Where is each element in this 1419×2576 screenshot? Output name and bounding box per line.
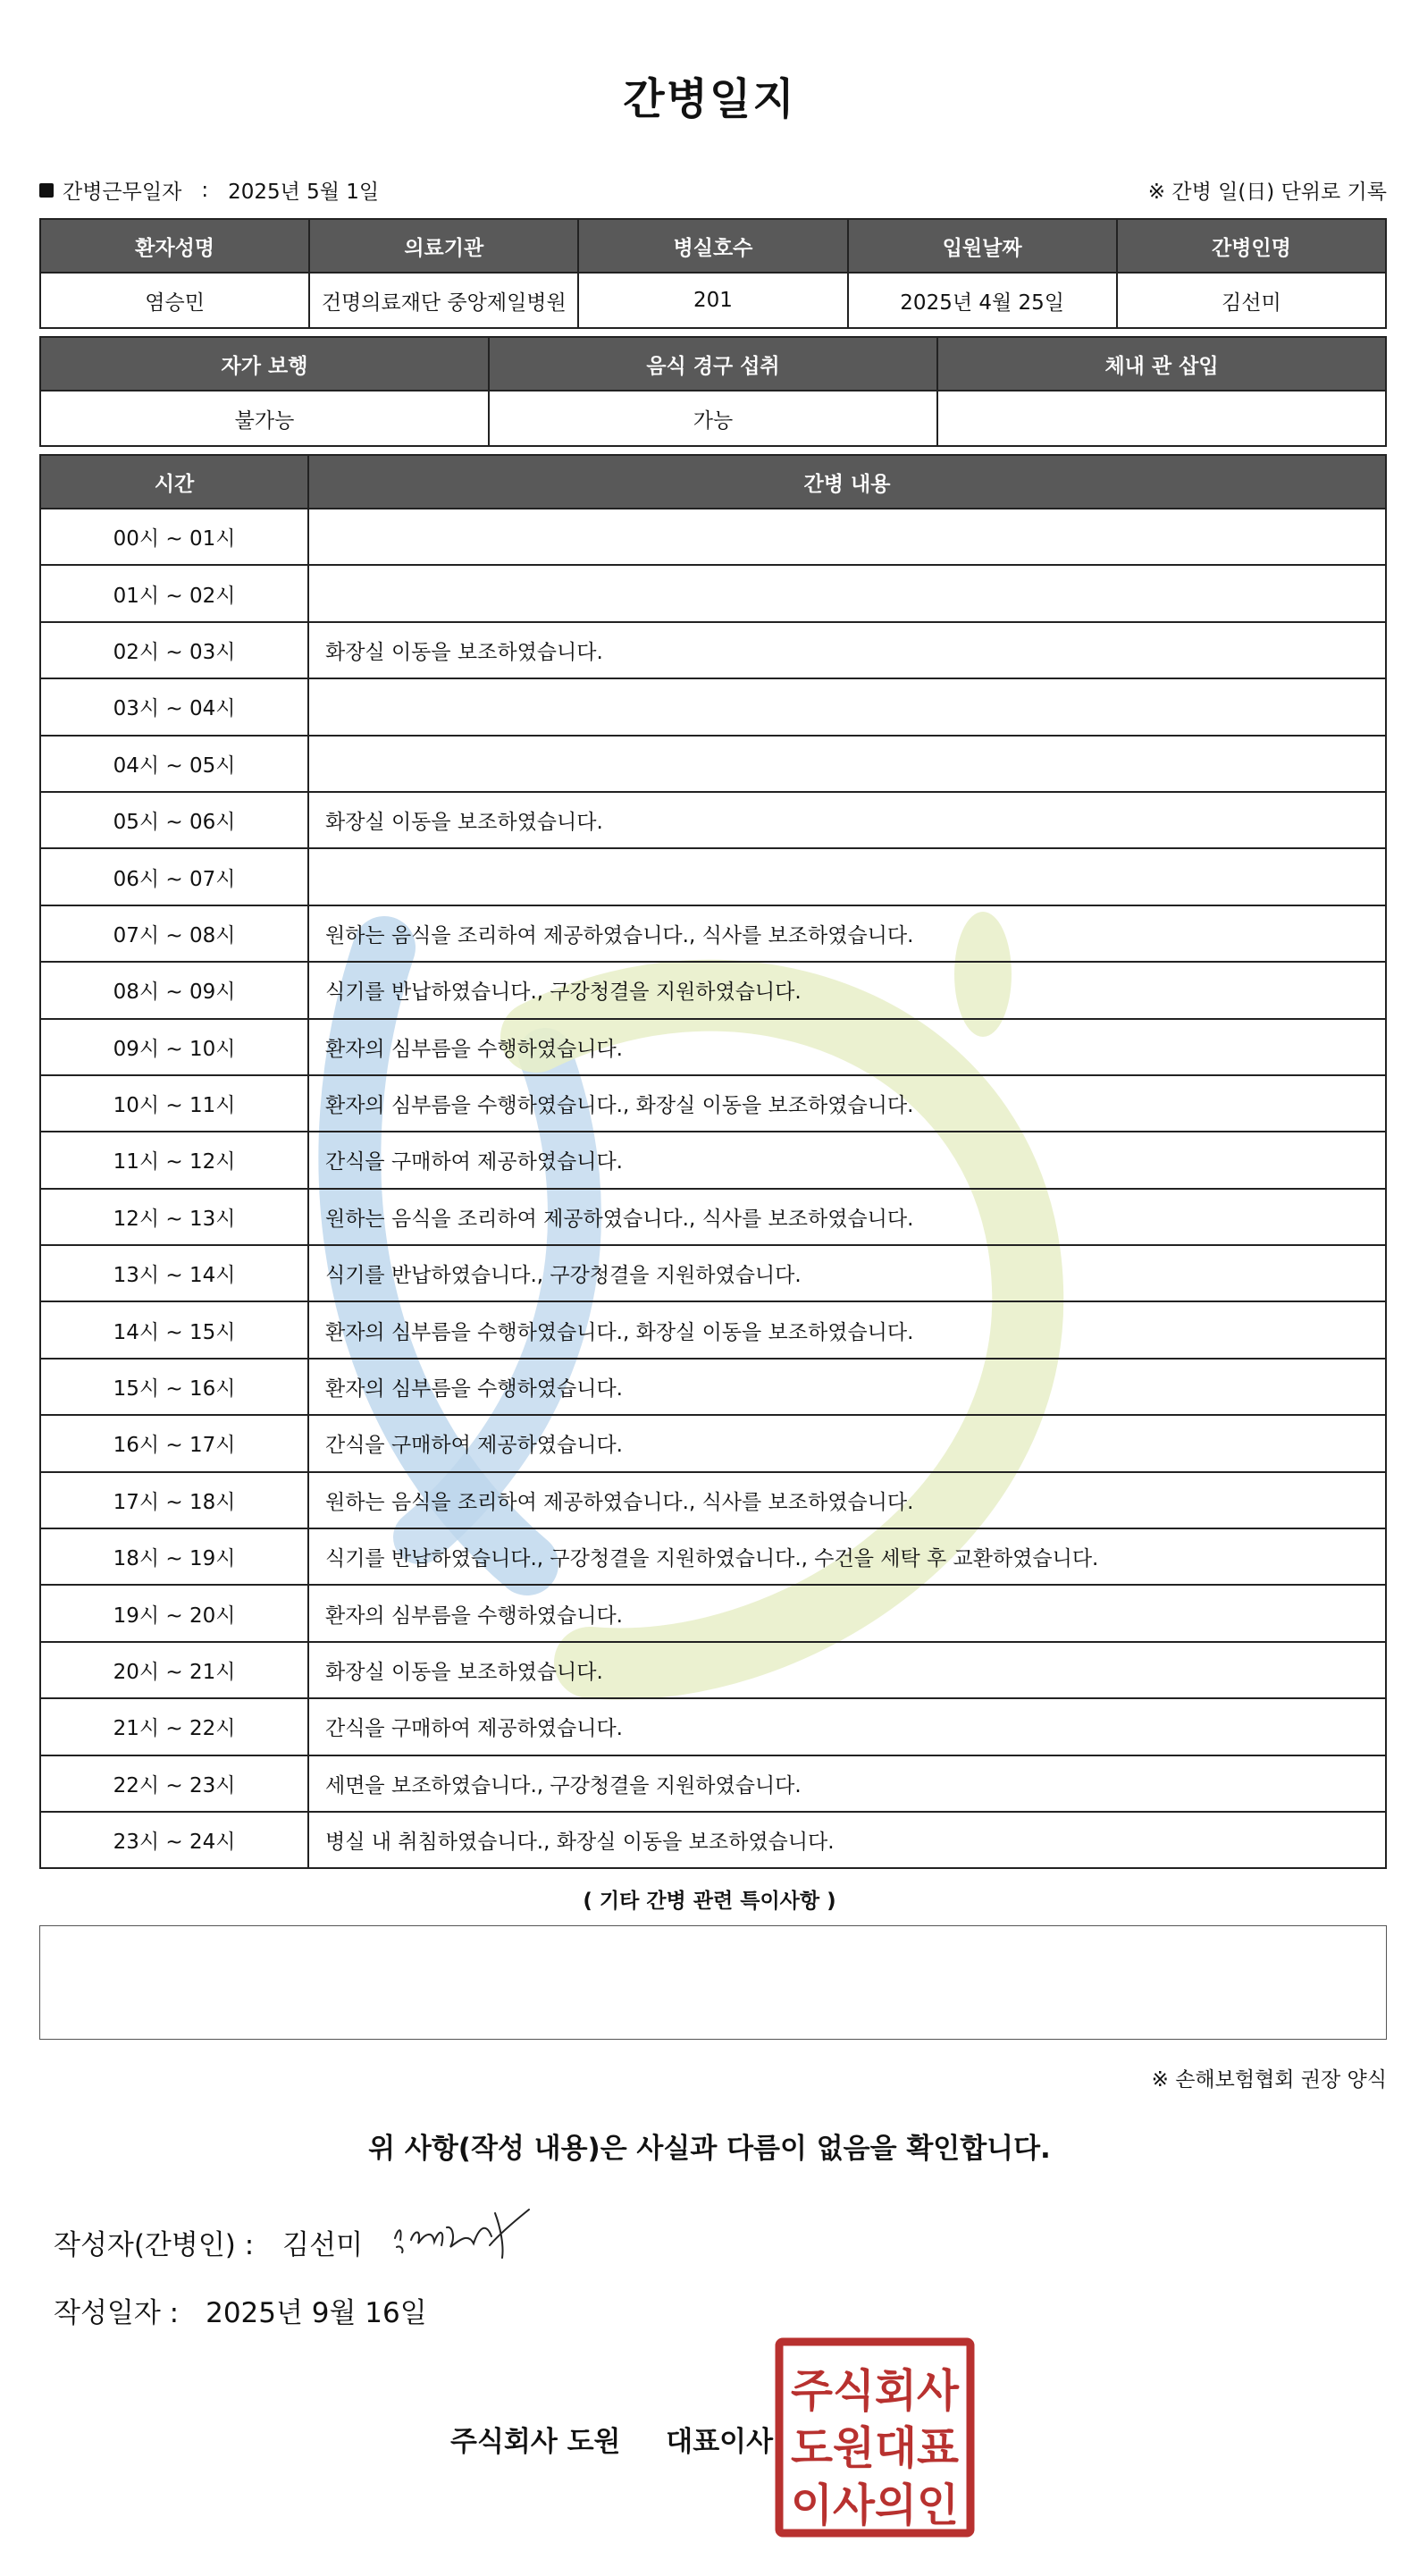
- header-self-walking: 자가 보행: [40, 337, 489, 391]
- log-time: 15시 ~ 16시: [40, 1359, 308, 1415]
- write-date-row: [54, 2290, 427, 2330]
- log-content: 환자의 심부름을 수행하였습니다., 화장실 이동을 보조하였습니다.: [308, 1301, 1386, 1358]
- table-row: [40, 1585, 1386, 1641]
- table-row: [40, 391, 1386, 446]
- log-content: 환자의 심부름을 수행하였습니다.: [308, 1359, 1386, 1415]
- table-row: [40, 1359, 1386, 1415]
- table-row: [40, 792, 1386, 848]
- table-row: [40, 905, 1386, 962]
- log-time: 19시 ~ 20시: [40, 1585, 308, 1641]
- self-walking-value: 불가능: [40, 391, 489, 446]
- company-seal: [774, 2336, 976, 2538]
- log-time: 21시 ~ 22시: [40, 1698, 308, 1755]
- table-row: [40, 1812, 1386, 1868]
- log-time: 05시 ~ 06시: [40, 792, 308, 848]
- log-time: 14시 ~ 15시: [40, 1301, 308, 1358]
- table-row: [40, 848, 1386, 905]
- log-time: 12시 ~ 13시: [40, 1189, 308, 1245]
- table-row: [40, 1245, 1386, 1301]
- unit-note: ※ 간병 일(日) 단위로 기록: [1147, 181, 1387, 204]
- table-row: [40, 678, 1386, 735]
- table-row: [40, 509, 1386, 565]
- log-content: 원하는 음식을 조리하여 제공하였습니다., 식사를 보조하였습니다.: [308, 905, 1386, 962]
- log-time: 22시 ~ 23시: [40, 1755, 308, 1812]
- admission-date: 2025년 4월 25일: [848, 273, 1117, 328]
- table-header-row: [40, 219, 1386, 273]
- log-time: 00시 ~ 01시: [40, 509, 308, 565]
- log-content: [308, 678, 1386, 735]
- institution: 건명의료재단 중앙제일병원: [309, 273, 578, 328]
- writer-label: 작성자(간병인) :: [54, 2229, 255, 2261]
- room-number: 201: [578, 273, 847, 328]
- table-row: [40, 1415, 1386, 1471]
- oral-intake-value: 가능: [489, 391, 937, 446]
- header-institution: 의료기관: [309, 219, 578, 273]
- table-row: [40, 736, 1386, 792]
- log-time: 17시 ~ 18시: [40, 1472, 308, 1528]
- table-row: [40, 1698, 1386, 1755]
- table-header-row: [40, 455, 1386, 509]
- log-time: 10시 ~ 11시: [40, 1075, 308, 1132]
- log-content: 환자의 심부름을 수행하였습니다.: [308, 1019, 1386, 1075]
- log-time: 04시 ~ 05시: [40, 736, 308, 792]
- care-log-body: [40, 509, 1386, 1868]
- log-content: 환자의 심부름을 수행하였습니다., 화장실 이동을 보조하였습니다.: [308, 1075, 1386, 1132]
- table-row: [40, 962, 1386, 1018]
- special-notes-title: ( 기타 간병 관련 특이사항 ): [583, 1890, 836, 1913]
- table-row: [40, 1075, 1386, 1132]
- log-content: 병실 내 취침하였습니다., 화장실 이동을 보조하였습니다.: [308, 1812, 1386, 1868]
- log-content: 원하는 음식을 조리하여 제공하였습니다., 식사를 보조하였습니다.: [308, 1189, 1386, 1245]
- log-time: 03시 ~ 04시: [40, 678, 308, 735]
- log-content: [308, 848, 1386, 905]
- svg-text:주식회사: 주식회사: [791, 2365, 960, 2417]
- table-row: [40, 1301, 1386, 1358]
- log-time: 09시 ~ 10시: [40, 1019, 308, 1075]
- document-title: 간병일지: [623, 74, 796, 124]
- table-row: [40, 1132, 1386, 1188]
- table-row: [40, 565, 1386, 621]
- company-signature-line: [450, 2419, 773, 2459]
- header-admission-date: 입원날짜: [848, 219, 1117, 273]
- log-content: [308, 565, 1386, 621]
- table-row: [40, 1189, 1386, 1245]
- work-date-value: 2025년 5월 1일: [228, 181, 380, 204]
- table-row: [40, 1528, 1386, 1585]
- association-note: ※ 손해보험협회 권장 양식: [1151, 2068, 1387, 2092]
- caregiver-name: 김선미: [1117, 273, 1386, 328]
- table-row: [40, 273, 1386, 328]
- log-content: 세면을 보조하였습니다., 구강청결을 지원하였습니다.: [308, 1755, 1386, 1812]
- writer-row: [54, 2222, 363, 2262]
- table-row: [40, 1019, 1386, 1075]
- log-content: 원하는 음식을 조리하여 제공하였습니다., 식사를 보조하였습니다.: [308, 1472, 1386, 1528]
- log-content: 화장실 이동을 보조하였습니다.: [308, 622, 1386, 678]
- confirmation-statement: 위 사항(작성 내용)은 사실과 다름이 없음을 확인합니다.: [368, 2133, 1051, 2165]
- log-content: 화장실 이동을 보조하였습니다.: [308, 1642, 1386, 1698]
- table-header-row: [40, 337, 1386, 391]
- ceo-title: 대표이사: [666, 2426, 774, 2458]
- log-content: 화장실 이동을 보조하였습니다.: [308, 792, 1386, 848]
- write-date-label: 작성일자 :: [54, 2297, 180, 2329]
- log-content: [308, 509, 1386, 565]
- header-tube-insertion: 체내 관 삽입: [937, 337, 1386, 391]
- log-time: 01시 ~ 02시: [40, 565, 308, 621]
- log-time: 13시 ~ 14시: [40, 1245, 308, 1301]
- table-row: [40, 1642, 1386, 1698]
- care-log-table: [39, 454, 1387, 1869]
- log-content: 식기를 반납하였습니다., 구강청결을 지원하였습니다.: [308, 962, 1386, 1018]
- log-time: 11시 ~ 12시: [40, 1132, 308, 1188]
- header-room-number: 병실호수: [578, 219, 847, 273]
- table-row: [40, 622, 1386, 678]
- square-bullet-icon: [39, 183, 54, 198]
- log-time: 07시 ~ 08시: [40, 905, 308, 962]
- log-content: 간식을 구매하여 제공하였습니다.: [308, 1132, 1386, 1188]
- svg-text:도원대표: 도원대표: [791, 2422, 960, 2474]
- log-content: 간식을 구매하여 제공하였습니다.: [308, 1415, 1386, 1471]
- writer-name: 김선미: [282, 2229, 364, 2261]
- log-content: 식기를 반납하였습니다., 구강청결을 지원하였습니다.: [308, 1245, 1386, 1301]
- table-row: [40, 1472, 1386, 1528]
- log-time: 20시 ~ 21시: [40, 1642, 308, 1698]
- log-content: 환자의 심부름을 수행하였습니다.: [308, 1585, 1386, 1641]
- log-time: 02시 ~ 03시: [40, 622, 308, 678]
- log-content: 식기를 반납하였습니다., 구강청결을 지원하였습니다., 수건을 세탁 후 교환하였습니다.: [308, 1528, 1386, 1585]
- patient-info-table: [39, 218, 1387, 329]
- log-content: 간식을 구매하여 제공하였습니다.: [308, 1698, 1386, 1755]
- work-date-row: [39, 175, 379, 205]
- patient-status-table: [39, 336, 1387, 447]
- patient-name: 염승민: [40, 273, 309, 328]
- header-oral-intake: 음식 경구 섭취: [489, 337, 937, 391]
- svg-text:이사의인: 이사의인: [791, 2479, 959, 2531]
- header-care-content: 간병 내용: [308, 455, 1386, 509]
- write-date-value: 2025년 9월 16일: [206, 2297, 427, 2329]
- header-caregiver-name: 간병인명: [1117, 219, 1386, 273]
- header-time: 시간: [40, 455, 308, 509]
- work-date-label: 간병근무일자: [63, 181, 182, 204]
- log-content: [308, 736, 1386, 792]
- company-name: 주식회사 도원: [450, 2426, 621, 2458]
- log-time: 18시 ~ 19시: [40, 1528, 308, 1585]
- log-time: 23시 ~ 24시: [40, 1812, 308, 1868]
- work-date-colon: :: [201, 178, 209, 202]
- tube-insertion-value: [937, 391, 1386, 446]
- header-patient-name: 환자성명: [40, 219, 309, 273]
- log-time: 08시 ~ 09시: [40, 962, 308, 1018]
- table-row: [40, 1755, 1386, 1812]
- log-time: 16시 ~ 17시: [40, 1415, 308, 1471]
- log-time: 06시 ~ 07시: [40, 848, 308, 905]
- special-notes-box: [39, 1925, 1387, 2040]
- handwritten-signature: [386, 2201, 538, 2263]
